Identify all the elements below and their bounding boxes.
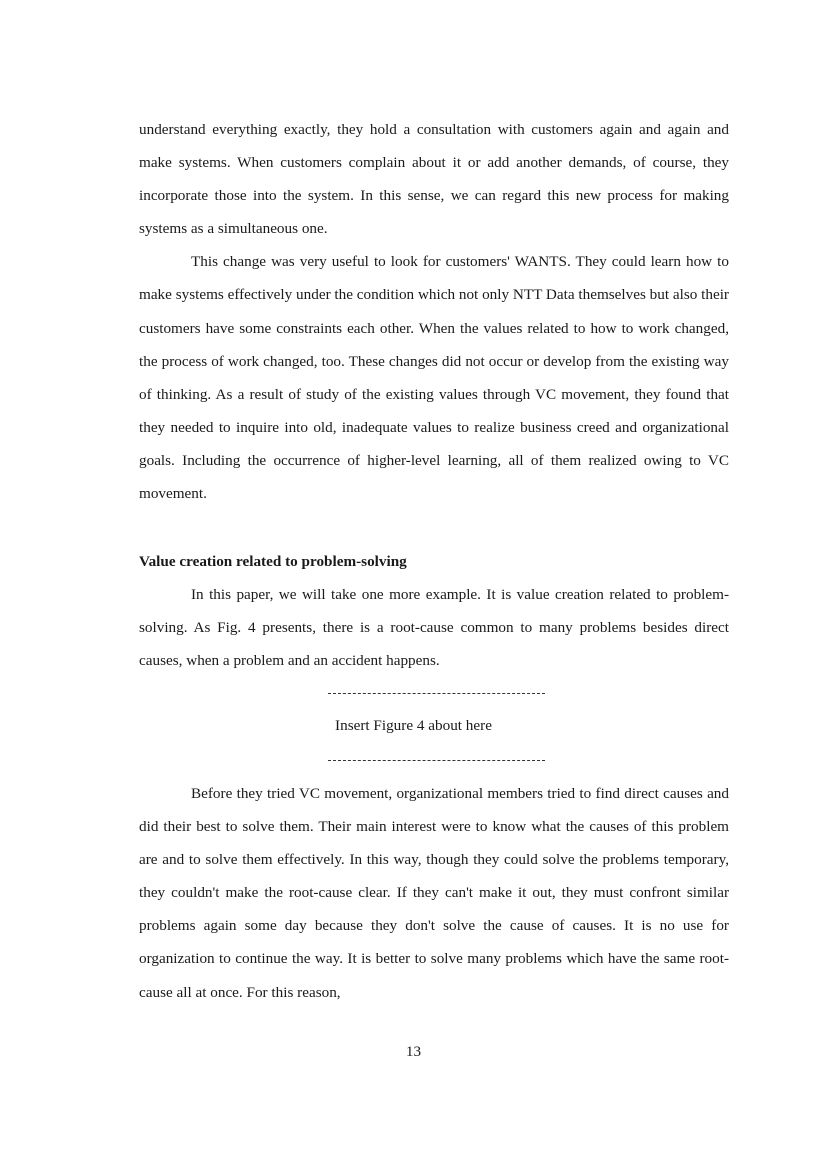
body-text-bottom xyxy=(139,777,729,1009)
page-number: 13 xyxy=(405,1043,422,1060)
paragraph-before-vc: Before they tried VC movement, organizational members tried to find direct causes and did their best to solve them. Their main interest were to know what the causes of this problem are and to solve them effectively. In this way, though they could solve the problems temporary, they couldn't make the root-cause clear. If they can't make it out, they must confront similar problems again some day because they don't solve the cause of causes. It is no use for organization to continue the way. It is better to solve many problems which have the same root-cause all at once. For this reason, xyxy=(139,785,729,1001)
section-block xyxy=(139,545,729,677)
paragraph-problem-solving: In this paper, we will take one more example. It is value creation related to problem-solving. As Fig. 4 presents, there is a root-cause common to many problems besides direct causes, when a problem and an accident happens. xyxy=(139,586,729,670)
figure-placeholder-note: Insert Figure 4 about here xyxy=(335,717,492,734)
figure-divider-top xyxy=(328,693,545,694)
section-heading: Value creation related to problem-solving xyxy=(139,553,407,570)
paragraph-continuation: understand everything exactly, they hold a consultation with customers again and again and make systems. When customers complain about it or add another demands, of course, they incorporate those into the system. In this sense, we can regard this new process for making systems as a simultaneous one. xyxy=(139,121,729,238)
body-text-top xyxy=(139,113,729,510)
paragraph-wants: This change was very useful to look for customers' WANTS. They could learn how to make systems effectively under the condition which not only NTT Data themselves but also their customers have some constraints each other. When the values related to how to work changed, the process of work changed, too. These changes did not occur or develop from the existing way of thinking. As a result of study of the existing values through VC movement, they found that they needed to inquire into old, inadequate values to realize business creed and organizational goals. Including the occurrence of higher-level learning, all of them realized owing to VC movement. xyxy=(139,253,729,503)
figure-divider-bottom xyxy=(328,760,545,761)
